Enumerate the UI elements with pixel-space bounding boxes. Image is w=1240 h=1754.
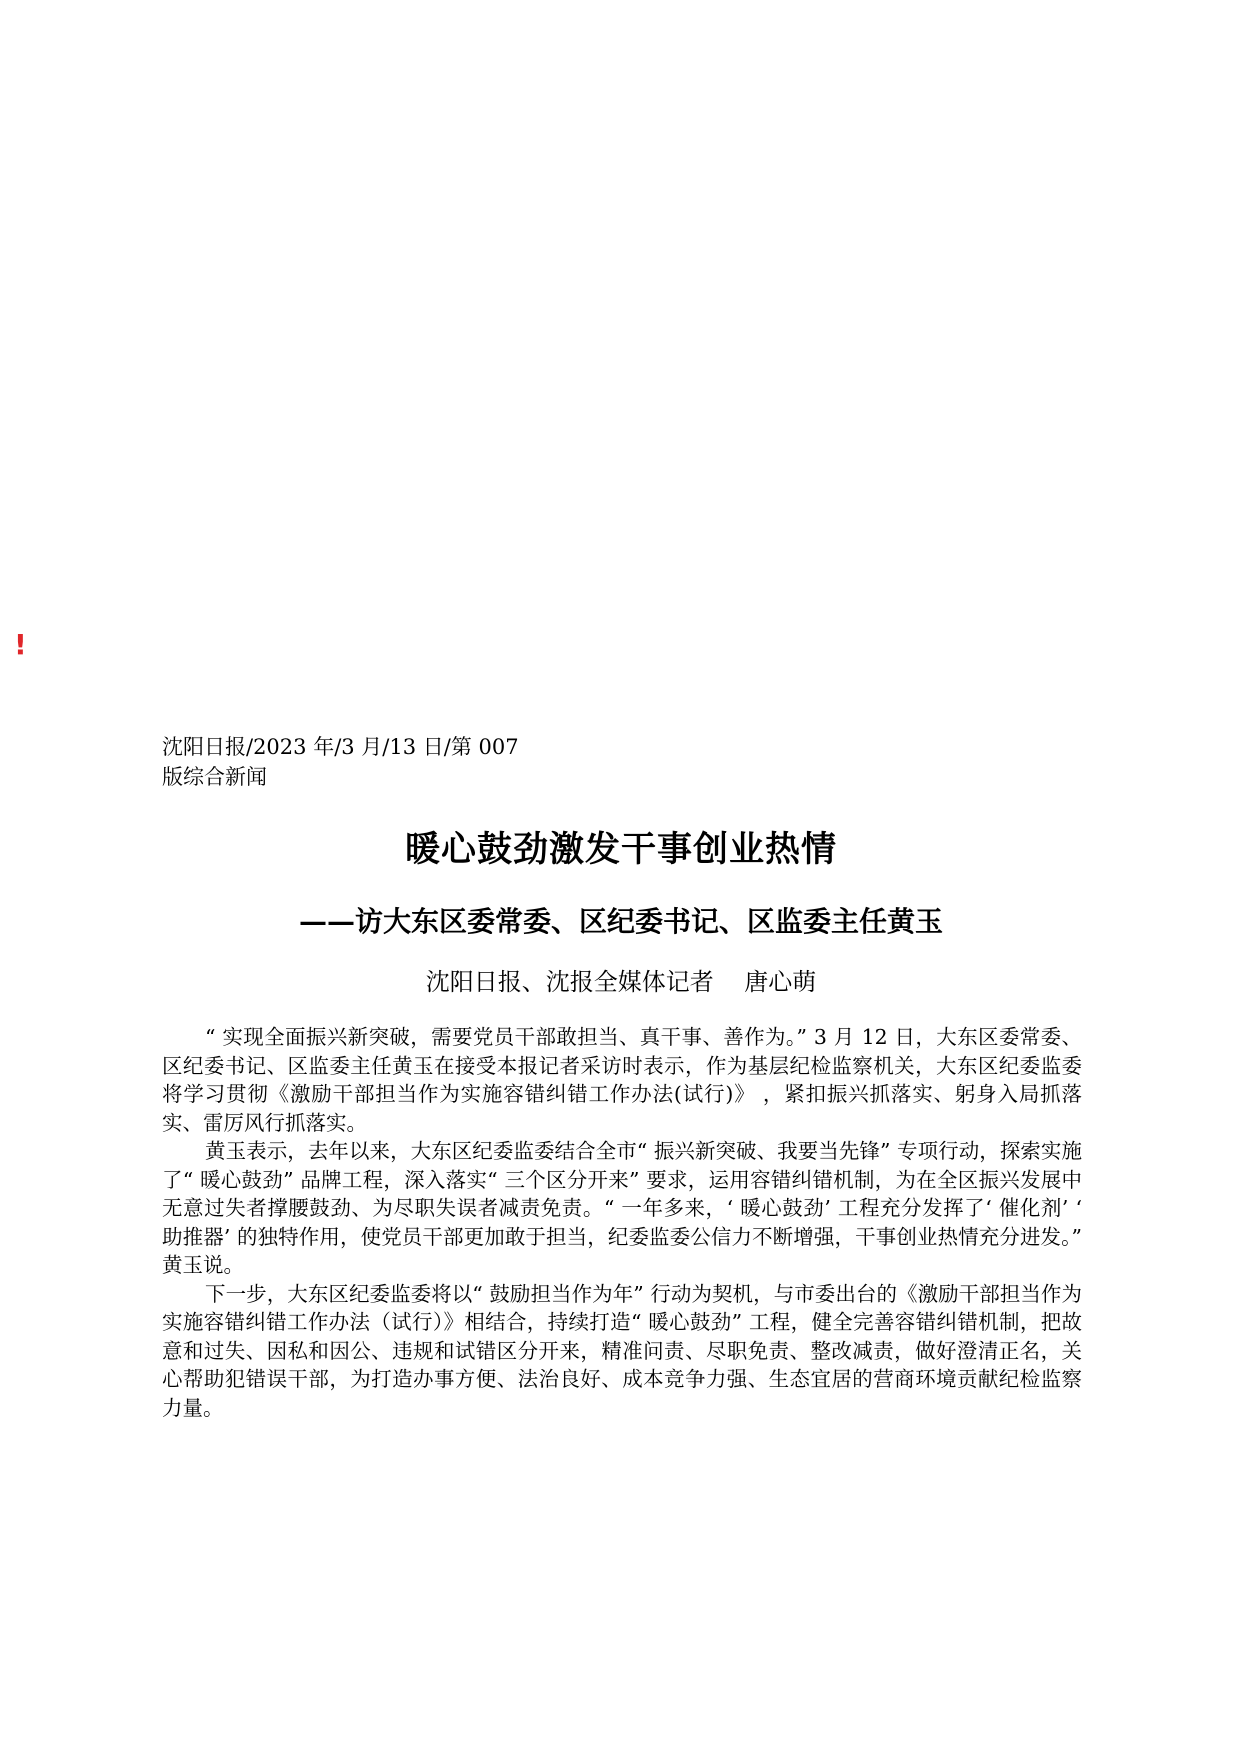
article-subtitle: ——访大东区委常委、区纪委书记、区监委主任黄玉	[298, 905, 943, 938]
alert-mark: !	[14, 628, 27, 661]
source-line: 沈阳日报/2023 年/3 月/13 日/第 007 版综合新闻	[162, 735, 519, 789]
byline: 沈阳日报、沈报全媒体记者 唐心萌	[425, 968, 817, 996]
paragraph: 黄玉表示，去年以来，大东区纪委监委结合全市“ 振兴新突破、我要当先锋” 专项行动，探索实施了“ 暖心鼓劲” 品牌工程，深入落实“ 三个区分开来” 要求，运用容错纠错机制，为在全区振兴发展中无意过失者撑腰鼓劲、为尽职失误者减责免责。“ 一年多来，‘ 暖心鼓劲’ 工程充分发挥了‘ 催化剂’ ‘ 助推器’ 的独特作用，使党员干部更加敢于担当，纪委监委公信力不断增强，干事创业热情充分进发。” 黄玉说。	[162, 1139, 1082, 1277]
paragraph: 下一步，大东区纪委监委将以“ 鼓励担当作为年” 行动为契机，与市委出台的《激励干部担当作为实施容错纠错工作办法（试行）》相结合，持续打造“ 暖心鼓劲” 工程，健全完善容错纠错机制，把故意和过失、因私和因公、违规和试错区分开来，精准问责、尽职免责、整改减责，做好澄清正名，关心帮助犯错误干部，为打造办事方便、法治良好、成本竞争力强、生态宜居的营商环境贡献纪检监察力量。	[162, 1281, 1082, 1420]
article-title: 暖心鼓劲激发干事创业热情	[404, 829, 837, 870]
paragraph: “ 实现全面振兴新突破，需要党员干部敢担当、真干事、善作为。” 3 月 12 日，大东区委常委、区纪委书记、区监委主任黄玉在接受本报记者采访时表示，作为基层纪检监察机关，大东区纪委监委将学习贯彻《激励干部担当作为实施容错纠错工作办法(试行)》 ，紧扣振兴抓落实、躬身入局抓落实、雷厉风行抓落实。	[162, 1025, 1082, 1135]
article-body	[162, 1023, 1082, 1422]
